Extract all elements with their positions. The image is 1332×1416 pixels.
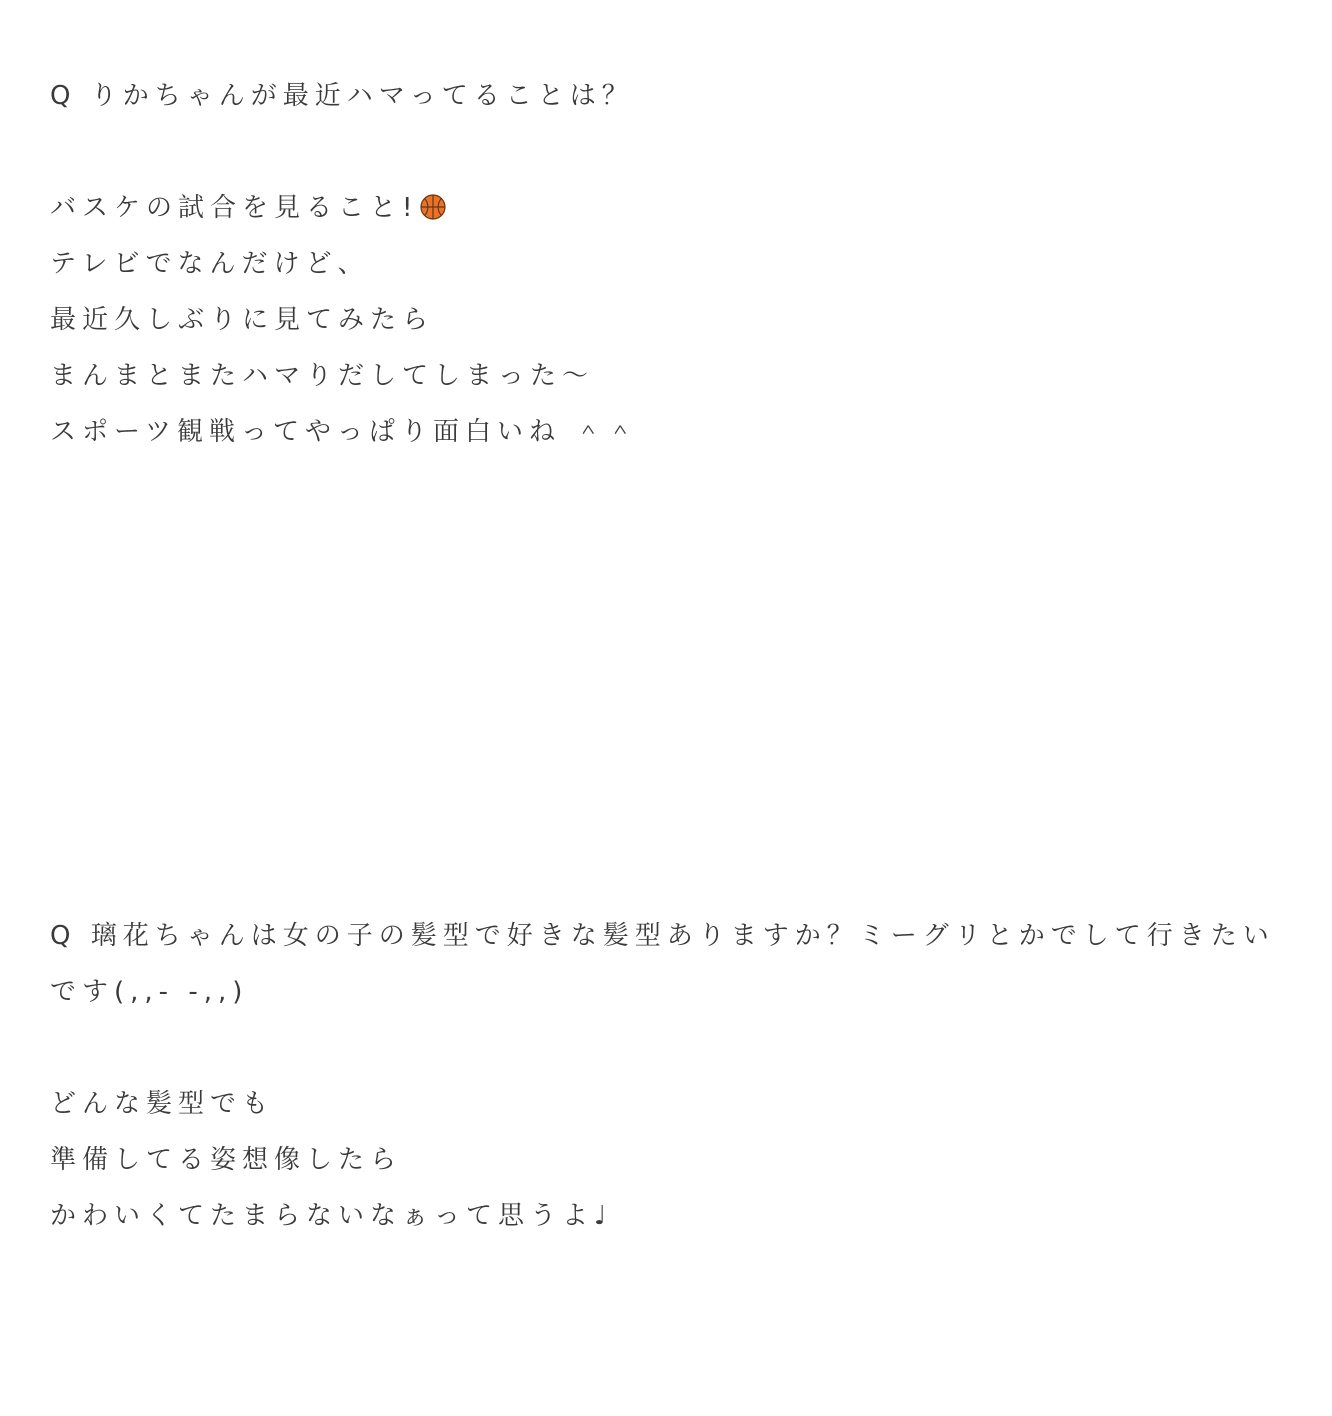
basketball-icon	[420, 184, 446, 210]
qa-block-hobby	[50, 68, 639, 460]
qa-block-hairstyle	[50, 908, 1275, 1244]
answer-line-3: 最近久しぶりに見てみたら	[50, 305, 435, 335]
answer-line-2: 準備してる姿想像したら	[50, 1145, 403, 1175]
answer-line-1: どんな髪型でも	[50, 1089, 275, 1119]
question-text-line-2: です(,,- -,,)	[50, 977, 249, 1007]
question-text: Q りかちゃんが最近ハマってることは？	[50, 81, 634, 111]
answer-text: バスケの試合を見ること!	[50, 193, 419, 223]
blank-line	[50, 1020, 1275, 1076]
answer-line-5: スポーツ観戦ってやっぱり面白いね ＾＾	[50, 417, 640, 447]
answer-line-4: まんまとまたハマりだしてしまった〜	[50, 361, 595, 391]
blank-line	[50, 124, 639, 180]
answer-line-2: テレビでなんだけど、	[50, 249, 370, 279]
answer-line-3: かわいくてたまらないなぁって思うよ♩	[50, 1201, 613, 1231]
answer-line-1	[50, 180, 639, 236]
question-text-line-1: Q 璃花ちゃんは女の子の髪型で好きな髪型ありますか？ミーグリとかでして行きたい	[50, 921, 1275, 951]
